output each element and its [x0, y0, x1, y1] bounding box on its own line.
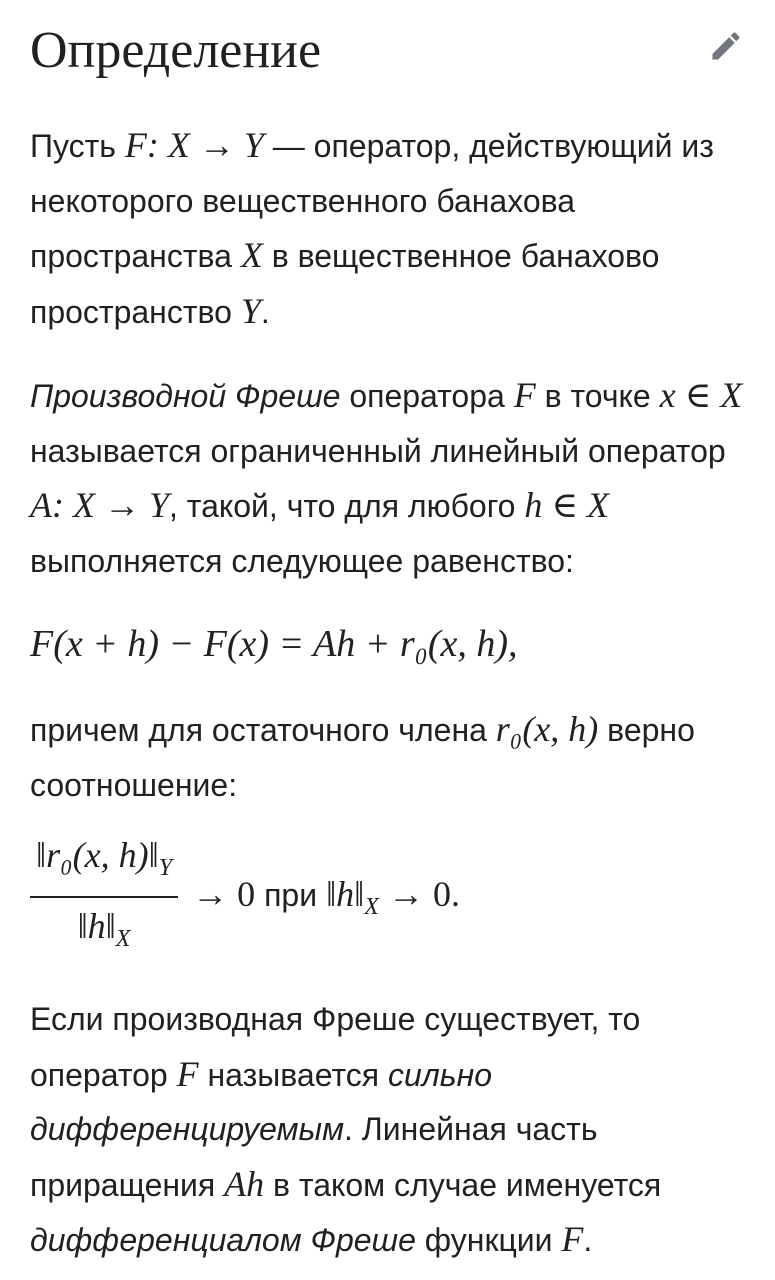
- text: .: [260, 293, 270, 330]
- text: Пусть: [30, 128, 125, 164]
- equation-frechet: F(x + h) − F(x) = Ah + r₀(x, h),: [30, 623, 518, 665]
- fraction-denominator: [78, 898, 131, 961]
- numerator-text: ‖r₀(x, h)‖: [36, 834, 159, 875]
- tail-end: → 0.: [378, 873, 460, 914]
- text: . Линейная часть приращения: [30, 1111, 598, 1203]
- tail-arrow: → 0: [192, 873, 265, 914]
- numerator-subscript: Y: [158, 855, 173, 881]
- math-ah: Ah: [224, 1163, 265, 1204]
- text: называется: [198, 1056, 388, 1093]
- paragraph-remainder: [30, 702, 750, 812]
- text: в таком случае именуется: [264, 1166, 662, 1203]
- limit-tail: [192, 873, 460, 921]
- denominator-text: ‖h‖: [77, 906, 116, 946]
- text: функции: [415, 1222, 562, 1258]
- term-frechet-differential: дифференциалом Фреше: [30, 1222, 416, 1258]
- section-title: Определение: [30, 22, 322, 79]
- math-h-in-x: h ∈ X: [524, 485, 609, 525]
- text: верно соотношение:: [30, 712, 695, 803]
- denominator-subscript: X: [115, 926, 131, 953]
- math-remainder: r₀(x, h): [495, 709, 599, 749]
- fraction: [30, 833, 178, 961]
- edit-section-button[interactable]: [706, 26, 746, 66]
- text: — оператор, действующий из некоторого вещественного банахова пространства: [30, 128, 714, 274]
- text: в точке: [535, 378, 660, 414]
- math-a-operator: A: X → Y: [30, 485, 169, 525]
- math-operator-def: F: X → Y: [124, 125, 264, 165]
- text: называется ограниченный линейный оператор: [30, 432, 726, 469]
- section-header: [30, 14, 750, 88]
- text: , такой, что для любого: [169, 488, 525, 524]
- paragraph-operator: [30, 118, 750, 339]
- section-body: [30, 118, 750, 1268]
- text: причем для остаточного члена: [30, 712, 496, 748]
- paragraph-strong-diff: [30, 992, 750, 1268]
- text: оператора: [340, 378, 514, 414]
- term-frechet-derivative: Производной Фреше: [30, 378, 341, 414]
- text: выполняется следующее равенство:: [30, 542, 574, 579]
- math-f: F: [176, 1053, 199, 1094]
- text: Если производная Фреше существует, то оператор: [30, 1001, 641, 1093]
- math-x-in-x: x ∈ X: [659, 375, 743, 415]
- math-space-x: X: [240, 235, 263, 275]
- equation-limit: [30, 832, 750, 962]
- term-strongly-differentiable: сильно дифференцируемым: [30, 1056, 493, 1147]
- paragraph-definition: [30, 368, 750, 588]
- tail-subscript: X: [364, 894, 379, 921]
- text: в вещественное банахово пространство: [30, 238, 660, 330]
- tail-word: при: [264, 876, 318, 913]
- fraction-numerator: [30, 833, 178, 896]
- math-f: F: [561, 1219, 584, 1259]
- text: .: [583, 1222, 593, 1258]
- math-f: F: [513, 375, 536, 415]
- pencil-icon: [708, 28, 744, 64]
- tail-norm: ‖h‖: [317, 873, 365, 914]
- math-space-y: Y: [240, 290, 261, 331]
